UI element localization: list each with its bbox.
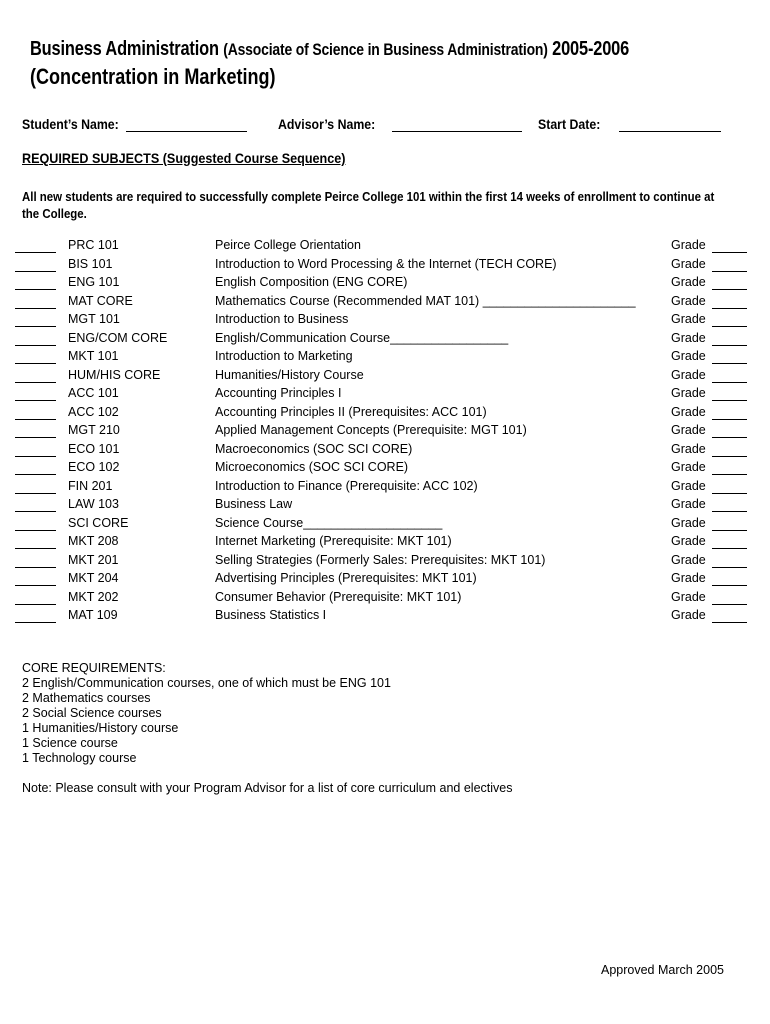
course-row [0, 237, 770, 256]
grade-field[interactable] [712, 308, 747, 309]
grade-field[interactable] [712, 437, 747, 438]
completion-field[interactable] [15, 585, 56, 586]
core-requirement-item: 2 Mathematics courses [22, 691, 151, 705]
program-name: Business Administration [30, 38, 219, 60]
course-code: MGT 210 [68, 423, 120, 437]
concentration-title: (Concentration in Marketing) [30, 64, 276, 89]
course-code: MKT 202 [68, 589, 119, 604]
course-row [0, 496, 770, 515]
completion-field[interactable] [15, 567, 56, 568]
course-code: ECO 102 [68, 460, 120, 474]
advisor-name-label: Advisor’s Name: [278, 116, 376, 132]
grade-label: Grade [671, 349, 706, 363]
course-title: Accounting Principles I [215, 386, 342, 400]
grade-label: Grade [671, 256, 706, 271]
core-requirements-heading: CORE REQUIREMENTS: [22, 661, 166, 675]
start-date-field[interactable] [619, 131, 721, 132]
grade-field[interactable] [712, 622, 747, 623]
course-row [0, 515, 770, 534]
course-title: Accounting Principles II (Prerequisites: ACC 101) [215, 404, 487, 419]
completion-field[interactable] [15, 271, 56, 272]
core-requirement-item: 2 Social Science courses [22, 706, 162, 720]
course-title: Microeconomics (SOC SCI CORE) [215, 460, 409, 474]
degree-name: (Associate of Science in Business Administration) [223, 40, 548, 59]
grade-label: Grade [671, 460, 706, 474]
grade-field[interactable] [712, 400, 747, 401]
grade-label: Grade [671, 534, 706, 548]
course-row [0, 607, 770, 626]
completion-field[interactable] [15, 437, 56, 438]
grade-label: Grade [671, 367, 706, 382]
approved-date: Approved March 2005 [601, 963, 724, 977]
course-title: Macroeconomics (SOC SCI CORE) [215, 441, 413, 456]
course-code: FIN 201 [68, 478, 113, 493]
course-row [0, 293, 770, 312]
course-title: Applied Management Concepts (Prerequisite: MGT 101) [215, 423, 527, 437]
grade-field[interactable] [712, 474, 747, 475]
grade-field[interactable] [712, 456, 747, 457]
course-title: Business Statistics I [215, 608, 327, 622]
grade-label: Grade [671, 497, 706, 511]
grade-field[interactable] [712, 345, 747, 346]
start-date-label: Start Date: [538, 116, 601, 132]
course-title: Introduction to Marketing [215, 349, 353, 363]
course-code: MGT 101 [68, 312, 120, 326]
course-row [0, 441, 770, 460]
completion-field[interactable] [15, 530, 56, 531]
course-code: MAT CORE [68, 293, 133, 308]
completion-field[interactable] [15, 382, 56, 383]
core-requirement-item: 1 Science course [22, 736, 118, 750]
completion-field[interactable] [15, 363, 56, 364]
grade-field[interactable] [712, 604, 747, 605]
course-code: HUM/HIS CORE [68, 367, 161, 382]
course-row [0, 348, 770, 367]
advisor-name-field[interactable] [392, 131, 522, 132]
course-row [0, 404, 770, 423]
completion-field[interactable] [15, 419, 56, 420]
course-row [0, 478, 770, 497]
academic-year: 2005-2006 [552, 38, 630, 60]
course-code: BIS 101 [68, 256, 113, 271]
required-subjects-heading: REQUIRED SUBJECTS (Suggested Course Sequence) [22, 150, 346, 166]
course-title: English Composition (ENG CORE) [215, 275, 408, 289]
course-title: Introduction to Business [215, 312, 349, 326]
course-title: Internet Marketing (Prerequisite: MKT 101) [215, 534, 452, 548]
student-info-row [22, 116, 742, 136]
grade-field[interactable] [712, 326, 747, 327]
grade-field[interactable] [712, 511, 747, 512]
course-title: Advertising Principles (Prerequisites: MKT 101) [215, 571, 477, 585]
course-row [0, 570, 770, 589]
grade-field[interactable] [712, 493, 747, 494]
grade-label: Grade [671, 238, 706, 252]
course-code: ACC 102 [68, 404, 119, 419]
grade-label: Grade [671, 386, 706, 400]
completion-field[interactable] [15, 622, 56, 623]
grade-label: Grade [671, 552, 706, 567]
completion-field[interactable] [15, 400, 56, 401]
grade-label: Grade [671, 275, 706, 289]
completion-field[interactable] [15, 308, 56, 309]
course-title: Selling Strategies (Formerly Sales: Prerequisites: MKT 101) [215, 552, 546, 567]
grade-field[interactable] [712, 567, 747, 568]
advisor-note: Note: Please consult with your Program Advisor for a list of core curriculum and electives [22, 781, 513, 795]
grade-label: Grade [671, 330, 706, 345]
grade-field[interactable] [712, 271, 747, 272]
course-row [0, 311, 770, 330]
course-code: ECO 101 [68, 441, 120, 456]
course-title: English/Communication Course_________________ [215, 330, 509, 345]
course-title: Introduction to Word Processing & the Internet (TECH CORE) [215, 256, 557, 271]
completion-field[interactable] [15, 289, 56, 290]
course-code: PRC 101 [68, 238, 119, 252]
course-row [0, 552, 770, 571]
course-row [0, 589, 770, 608]
course-code: MKT 101 [68, 349, 119, 363]
course-title: Science Course____________________ [215, 515, 443, 530]
course-row [0, 256, 770, 275]
completion-field[interactable] [15, 493, 56, 494]
grade-label: Grade [671, 571, 706, 585]
grade-field[interactable] [712, 289, 747, 290]
student-name-label: Student’s Name: [22, 116, 119, 132]
course-code: MKT 204 [68, 571, 119, 585]
core-requirement-item: 1 Humanities/History course [22, 721, 179, 735]
course-row [0, 385, 770, 404]
grade-field[interactable] [712, 419, 747, 420]
intro-text: All new students are required to successfully complete Peirce College 101 within the first 14 weeks of enrollment to continue at the College. [22, 189, 715, 221]
course-code: ENG 101 [68, 275, 120, 289]
course-code: ACC 101 [68, 386, 119, 400]
course-row [0, 367, 770, 386]
grade-label: Grade [671, 589, 706, 604]
grade-label: Grade [671, 312, 706, 326]
course-row [0, 274, 770, 293]
course-row [0, 459, 770, 478]
student-name-field[interactable] [126, 131, 247, 132]
completion-field[interactable] [15, 326, 56, 327]
completion-field[interactable] [15, 456, 56, 457]
grade-label: Grade [671, 404, 706, 419]
course-title: Introduction to Finance (Prerequisite: ACC 102) [215, 478, 478, 493]
grade-label: Grade [671, 423, 706, 437]
course-code: MAT 109 [68, 608, 118, 622]
completion-field[interactable] [15, 511, 56, 512]
grade-field[interactable] [712, 585, 747, 586]
course-title: Peirce College Orientation [215, 238, 361, 252]
grade-field[interactable] [712, 548, 747, 549]
course-row [0, 533, 770, 552]
course-code: LAW 103 [68, 497, 119, 511]
core-requirement-item: 1 Technology course [22, 751, 137, 765]
completion-field[interactable] [15, 604, 56, 605]
course-code: SCI CORE [68, 515, 129, 530]
grade-label: Grade [671, 515, 706, 530]
completion-field[interactable] [15, 345, 56, 346]
course-row [0, 330, 770, 349]
core-requirements [22, 661, 391, 766]
course-title: Mathematics Course (Recommended MAT 101) ______________________ [215, 293, 636, 308]
completion-field[interactable] [15, 252, 56, 253]
course-code: MKT 201 [68, 552, 119, 567]
grade-field[interactable] [712, 382, 747, 383]
completion-field[interactable] [15, 548, 56, 549]
grade-label: Grade [671, 293, 706, 308]
document-title [30, 38, 629, 61]
course-list [0, 237, 770, 626]
grade-field[interactable] [712, 530, 747, 531]
course-code: ENG/COM CORE [68, 330, 168, 345]
course-title: Humanities/History Course [215, 367, 364, 382]
course-code: MKT 208 [68, 534, 119, 548]
course-title: Consumer Behavior (Prerequisite: MKT 101) [215, 589, 462, 604]
grade-label: Grade [671, 608, 706, 622]
course-title: Business Law [215, 497, 293, 511]
grade-field[interactable] [712, 363, 747, 364]
course-row [0, 422, 770, 441]
grade-label: Grade [671, 441, 706, 456]
completion-field[interactable] [15, 474, 56, 475]
core-requirement-item: 2 English/Communication courses, one of which must be ENG 101 [22, 676, 391, 690]
grade-field[interactable] [712, 252, 747, 253]
grade-label: Grade [671, 478, 706, 493]
